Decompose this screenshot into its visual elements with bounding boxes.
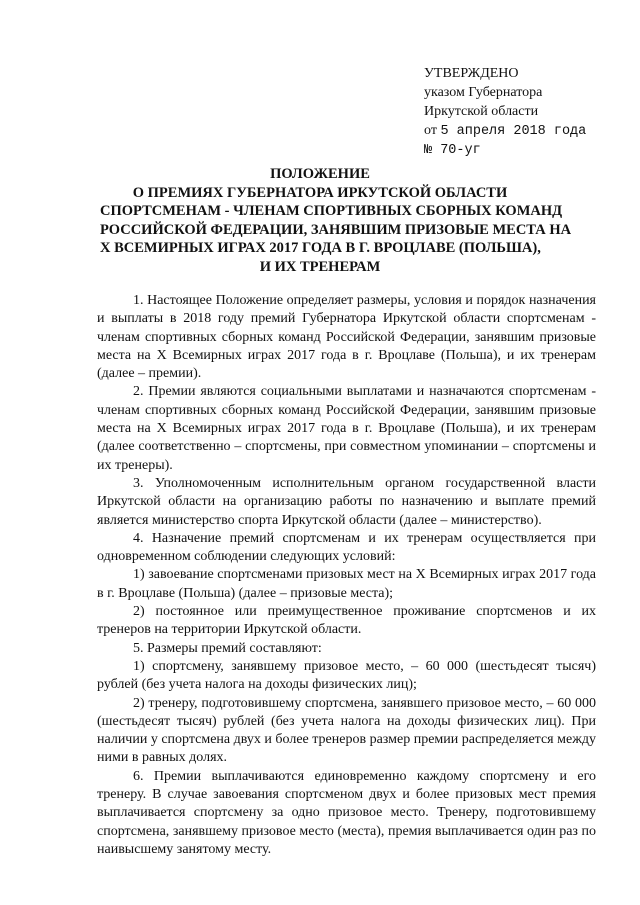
approval-heading: УТВЕРЖДЕНО <box>424 66 519 81</box>
approval-date-line <box>424 121 634 141</box>
document-body <box>97 292 596 859</box>
approval-number: № 70-уг <box>424 143 481 158</box>
title-line-6: И ИХ ТРЕНЕРАМ <box>259 258 381 275</box>
paragraph-4-item-2: 2) постоянное или преимущественное проживание спортсменов и их тренеров на территории Иркутской области. <box>97 604 596 638</box>
paragraph-3: 3. Уполномоченным исполнительным органом государственной власти Иркутской области на организацию работы по назначению и выплате премий является министерство спорта Иркутской области (далее – министерство). <box>97 475 596 528</box>
title-line-5: X ВСЕМИРНЫХ ИГРАХ 2017 ГОДА В Г. ВРОЦЛАВЕ (ПОЛЬША), <box>100 240 541 256</box>
approval-region: Иркутской области <box>424 104 539 119</box>
approval-date: 5 апреля 2018 года <box>440 124 587 139</box>
paragraph-1: 1. Настоящее Положение определяет размеры, условия и порядок назначения и выплаты в 2018 году премий Губернатора Иркутской области спортсменам - членам спортивных сборных команд Российской Федерации, занявшим призовые места на X Всемирных играх 2017 года в г. Вроцлаве (Польша), и их тренерам (далее – премии). <box>97 293 596 382</box>
title-line-3: СПОРТСМЕНАМ - ЧЛЕНАМ СПОРТИВНЫХ СБОРНЫХ КОМАНД <box>100 203 563 219</box>
approval-stamp <box>424 64 634 160</box>
title-line-4: РОССИЙСКОЙ ФЕДЕРАЦИИ, ЗАНЯВШИМ ПРИЗОВЫЕ МЕСТА НА <box>100 221 572 238</box>
approval-issuer: указом Губернатора <box>424 85 543 100</box>
paragraph-6: 6. Премии выплачиваются единовременно каждому спортсмену и его тренеру. В случае завоевания спортсменом двух и более призовых мест премия выплачивается спортсмену за одно призовое место. Тренеру, подготовившему спортсмена, занявшему призовое место (места), премия выплачивается один раз по наивысшему занятому месту. <box>97 768 596 857</box>
paragraph-5-item-1: 1) спортсмену, занявшему призовое место, – 60 000 (шестьдесят тысяч) рублей (без учета налога на доходы физических лиц); <box>97 658 596 693</box>
paragraph-5: 5. Размеры премий составляют: <box>133 640 322 656</box>
title-line-2: О ПРЕМИЯХ ГУБЕРНАТОРА ИРКУТСКОЙ ОБЛАСТИ <box>132 184 508 201</box>
approval-date-prefix: от <box>424 123 437 138</box>
paragraph-5-item-2: 2) тренеру, подготовившему спортсмена, занявшего призовое место, – 60 000 (шестьдесят тысяч) рублей (без учета налога на доходы физических лиц). При наличии у спортсмена двух и более тренеров размер премии распределяется между ними в равных долях. <box>97 695 596 766</box>
paragraph-4: 4. Назначение премий спортсменам и их тренерам осуществляется при одновременном соблюдении следующих условий: <box>97 530 596 565</box>
title-line-1: ПОЛОЖЕНИЕ <box>270 166 370 182</box>
paragraph-4-item-1: 1) завоевание спортсменами призовых мест на X Всемирных играх 2017 года в г. Вроцлаве (Польша) (далее – призовые места); <box>97 567 596 601</box>
document-title <box>100 165 572 276</box>
paragraph-2: 2. Премии являются социальными выплатами и назначаются спортсменам - членам спортивных сборных команд Российской Федерации, занявшим призовые места на X Всемирных играх 2017 года в г. Вроцлаве (Польша), и их тренерам (далее соответственно – спортсмены, при совместном упоминании – спортсмены и их тренеры). <box>97 384 596 473</box>
